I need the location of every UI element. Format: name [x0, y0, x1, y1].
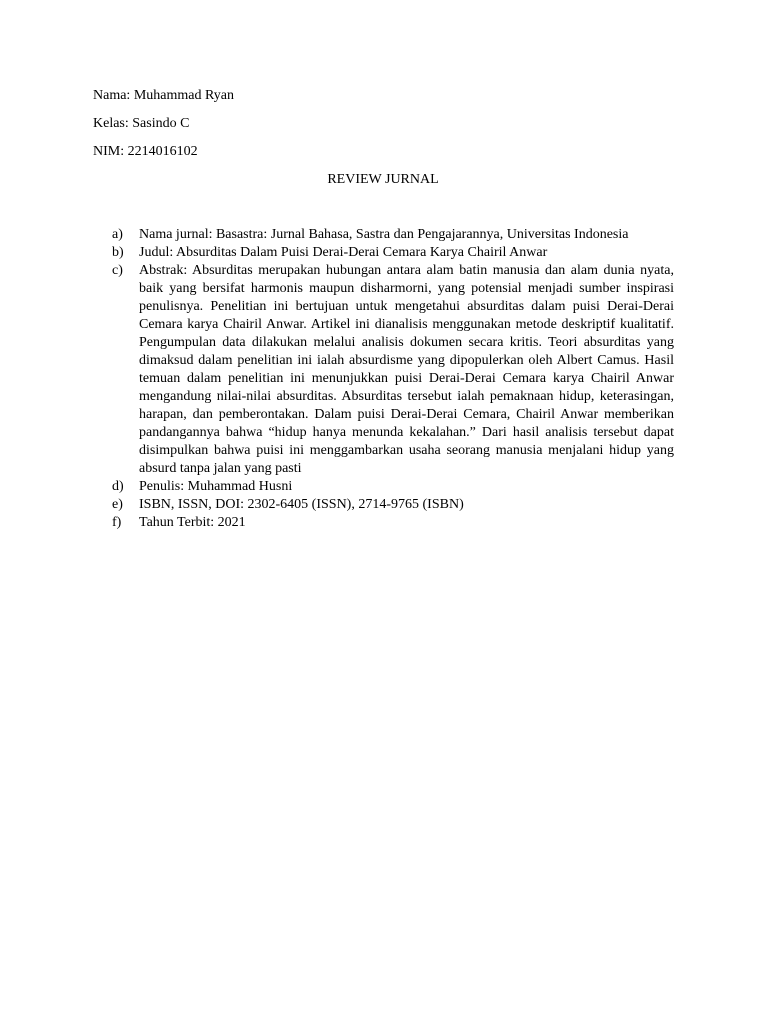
list-item-journal-name — [112, 226, 674, 244]
document-title: REVIEW JURNAL — [327, 172, 439, 187]
review-list — [112, 226, 674, 532]
student-nim: NIM: 2214016102 — [93, 144, 198, 159]
student-class: Kelas: Sasindo C — [93, 116, 190, 131]
list-marker: d) — [112, 479, 124, 494]
list-marker: b) — [112, 245, 124, 260]
list-item-title — [112, 244, 674, 262]
list-item-abstract — [112, 262, 674, 478]
journal-name-text: Nama jurnal: Basastra: Jurnal Bahasa, Sastra dan Pengajarannya, Universitas Indonesia — [139, 227, 629, 242]
list-item-year — [112, 514, 674, 532]
abstract-text: Abstrak: Absurditas merupakan hubungan antara alam batin manusia dan alam dunia nyata, baik yang bersifat harmonis maupun disharmorni, yang potensial menjadi sumber inspirasi penulisnya. Penelitian ini bertujuan untuk mengetahui absurditas dalam puisi Derai-Derai Cemara karya Chairil Anwar. Artikel ini dianalisis menggunakan metode deskriptif kualitatif. Pengumpulan data dilakukan melalui analisis dokumen secara kritis. Teori absurditas yang dimaksud dalam penelitian ini ialah absurdisme yang dipopulerkan oleh Albert Camus. Hasil temuan dalam penelitian ini menunjukkan puisi Derai-Derai Cemara karya Chairil Anwar mengandung nilai-nilai absurditas. Absurditas tersebut ialah pemaknaan hidup, keterasingan, harapan, dan pemberontakan. Dalam puisi Derai-Derai Cemara, Chairil Anwar memberikan pandangannya bahwa “hidup hanya menunda kekalahan.” Dari hasil analisis tersebut dapat disimpulkan bahwa puisi ini menggambarkan usaha seorang manusia menjalani hidup yang absurd tanpa jalan yang pasti — [139, 263, 674, 476]
list-item-identifiers — [112, 496, 674, 514]
list-marker: c) — [112, 263, 123, 278]
list-marker: a) — [112, 227, 123, 242]
list-marker: f) — [112, 515, 122, 530]
publication-year-text: Tahun Terbit: 2021 — [139, 515, 246, 530]
author-text: Penulis: Muhammad Husni — [139, 479, 293, 494]
list-marker: e) — [112, 497, 123, 512]
student-name: Nama: Muhammad Ryan — [93, 88, 234, 103]
journal-title-text: Judul: Absurditas Dalam Puisi Derai-Derai Cemara Karya Chairil Anwar — [139, 245, 548, 260]
identifiers-text: ISBN, ISSN, DOI: 2302-6405 (ISSN), 2714-9765 (ISBN) — [139, 497, 464, 512]
list-item-author — [112, 478, 674, 496]
